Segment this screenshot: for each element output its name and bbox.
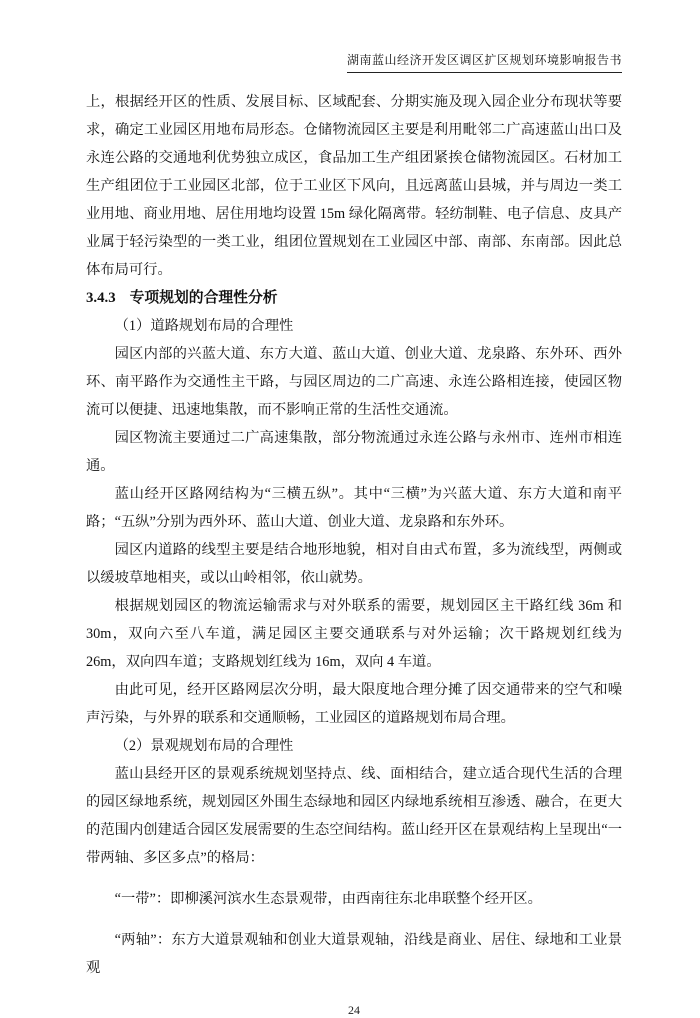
paragraph-landscape-system: 蓝山县经开区的景观系统规划坚持点、线、面相结合，建立适合现代生活的合理的园区绿地系统，规划园区外围生态绿地和园区内绿地系统相互渗透、融合，在更大的范围内创建适合园区发展需要的生态空间结构。蓝山经开区在景观结构上呈现出“一带两轴、多区多点”的格局： [86,766,622,866]
section-heading-number: 3.4.3 [86,290,116,306]
page-number: 24 [348,1003,360,1017]
paragraph-road-network: 园区内部的兴蓝大道、东方大道、蓝山大道、创业大道、龙泉路、东外环、西外环、南平路作为交通性主干路，与园区周边的二广高速、永连公路相连接，使园区物流可以便捷、迅速地集散，而不影响正常的生活性交通流。 [86,346,622,418]
paragraph-two-axes: “两轴”：东方大道景观轴和创业大道景观轴，沿线是商业、居住、绿地和工业景观 [86,932,622,976]
page-header [86,52,622,73]
paragraph-road-structure: 蓝山经开区路网结构为“三横五纵”。其中“三横”为兴蓝大道、东方大道和南平路；“五纵”分别为西外环、蓝山大道、创业大道、龙泉路和东外环。 [86,486,622,530]
paragraph-logistics: 园区物流主要通过二广高速集散，部分物流通过永连公路与永州市、连州市相连通。 [86,430,622,474]
page-footer [86,1003,622,1018]
section-heading-3-4-3 [86,284,622,312]
paragraph-one-belt: “一带”：即柳溪河滨水生态景观带，由西南往东北串联整个经开区。 [114,891,542,907]
paragraph-road-conclusion: 由此可见，经开区路网层次分明，最大限度地合理分摊了因交通带来的空气和噪声污染，与外界的联系和交通顺畅，工业园区的道路规划布局合理。 [86,682,622,726]
paragraph-layout-continuation: 上，根据经开区的性质、发展目标、区域配套、分期实施及现入园企业分布现状等要求，确定工业园区用地布局形态。仓储物流园区主要是利用毗邻二广高速蓝山出口及永连公路的交通地利优势独立成区，食品加工生产组团紧挨仓储物流园区。石材加工生产组团位于工业园区北部，位于工业区下风向，且远离蓝山县城，并与周边一类工业用地、商业用地、居住用地均设置 15m 绿化隔离带。轻纺制鞋、电子信息、皮具产业属于轻污染型的一类工业，组团位置规划在工业园区中部、南部、东南部。因此总体布局可行。 [86,94,622,278]
paragraph-road-redline: 根据规划园区的物流运输需求与对外联系的需要，规划园区主干路红线 36m 和 30m，双向六至八车道，满足园区主要交通联系与对外运输；次干路规划红线为 26m，双向四车道；支路规划红线为 16m，双向 4 车道。 [86,598,622,670]
running-header-title: 湖南蓝山经济开发区调区扩区规划环境影响报告书 [347,52,622,73]
subheading-road-planning: （1）道路规划布局的合理性 [114,318,294,334]
paragraph-road-alignment: 园区内道路的线型主要是结合地形地貌，相对自由式布置，多为流线型，两侧或以缓坡草地相夹，或以山岭相邻，依山就势。 [86,542,622,586]
section-heading-title: 专项规划的合理性分析 [129,290,278,306]
subheading-landscape-planning: （2）景观规划布局的合理性 [114,738,294,754]
document-body [86,88,622,982]
